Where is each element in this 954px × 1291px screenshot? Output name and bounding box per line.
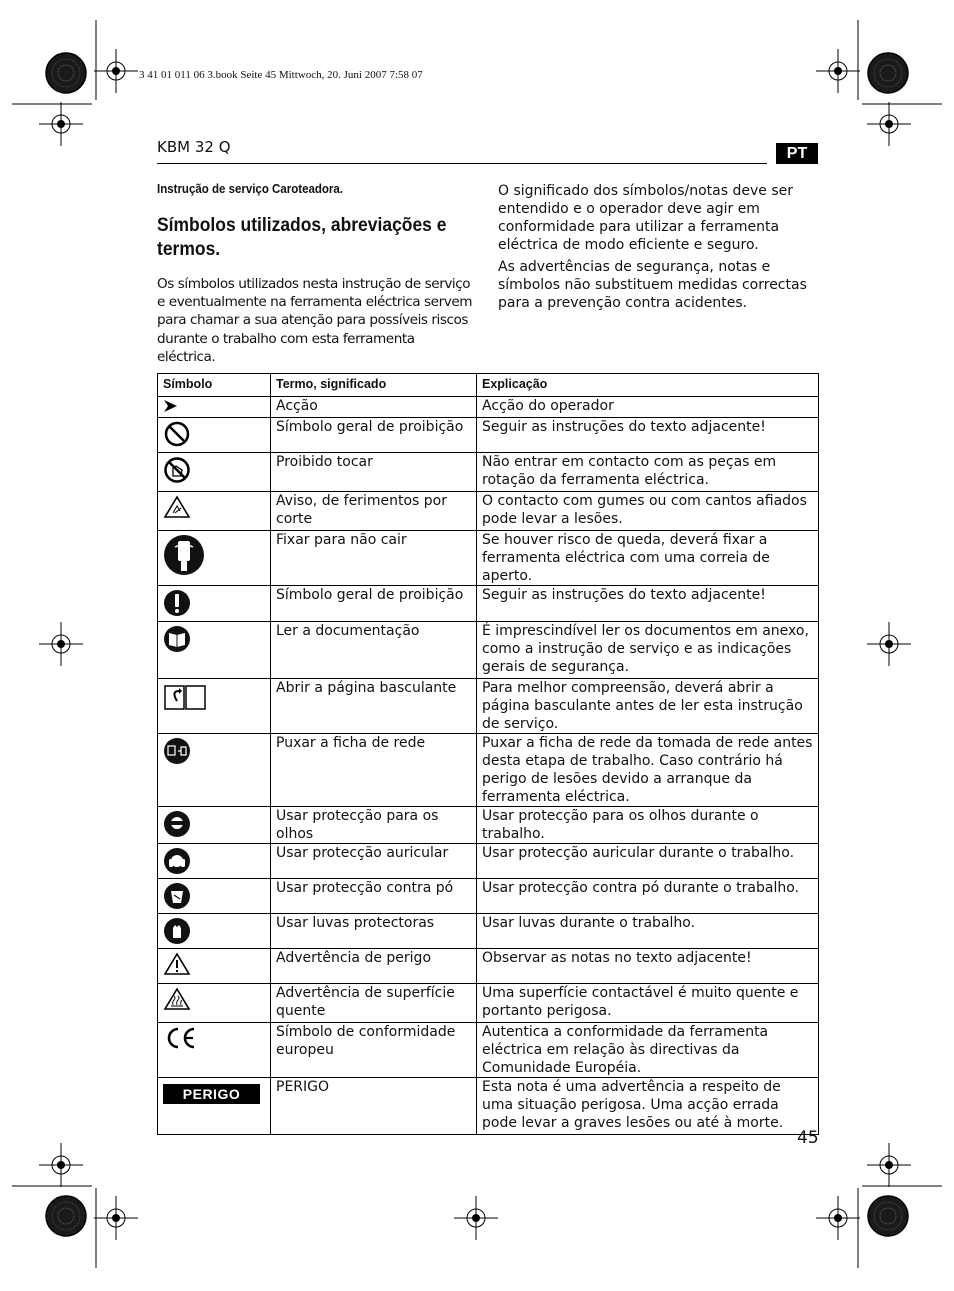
explanation-cell: Autentica a conformidade da ferramenta eléctrica em relação às directivas da Comunidade Européia. [477,1023,819,1078]
explanation-cell: Seguir as instruções do texto adjacente! [477,586,819,622]
term-cell: Fixar para não cair [271,531,477,586]
table-row [158,844,819,879]
exclamation-icon [163,588,191,618]
term-cell: Ler a documentação [271,622,477,679]
dust-mask-icon [163,881,191,911]
explanation-cell: Usar protecção para os olhos durante o trabalho. [477,807,819,844]
explanation-cell: Observar as notas no texto adjacente! [477,949,819,984]
term-cell: Usar protecção auricular [271,844,477,879]
explanation-cell: Acção do operador [477,397,819,418]
table-row [158,679,819,734]
term-cell: Abrir a página basculante [271,679,477,734]
term-cell: Usar protecção contra pó [271,879,477,914]
hot-surface-icon [163,986,191,1012]
section-title: Símbolos utilizados, abreviações e termos. [157,215,447,260]
term-cell: Advertência de superfície quente [271,984,477,1023]
explanation-cell: Uma superfície contactável é muito quente e portanto perigosa. [477,984,819,1023]
term-cell: Advertência de perigo [271,949,477,984]
section-subtitle: Instrução de serviço Caroteadora. [157,182,343,196]
table-row [158,622,819,679]
term-cell: Símbolo geral de proibição [271,418,477,453]
explanation-cell: Se houver risco de queda, deverá fixar a ferramenta eléctrica com uma correia de aperto. [477,531,819,586]
explanation-cell: Esta nota é uma advertência a respeito de uma situação perigosa. Uma acção errada pode levar a graves lesões ou até à morte. [477,1078,819,1135]
danger-warning-icon [163,951,191,977]
table-row [158,418,819,453]
arrow-action-icon [163,399,179,413]
explanation-cell: O contacto com gumes ou com cantos afiados pode levar a lesões. [477,492,819,531]
table-row [158,984,819,1023]
explanation-cell: Para melhor compreensão, deverá abrir a página basculante antes de ler esta instrução de serviço. [477,679,819,734]
explanation-cell: Não entrar em contacto com as peças em rotação da ferramenta eléctrica. [477,453,819,492]
foldout-page-icon [163,681,207,711]
symbols-table [157,373,819,1135]
table-row [158,1078,819,1135]
header-rule [157,163,767,164]
prohibition-icon [163,420,191,448]
term-cell: Aviso, de ferimentos por corte [271,492,477,531]
read-manual-icon [163,624,191,654]
term-cell: Proibido tocar [271,453,477,492]
ear-protection-icon [163,846,191,876]
gloves-icon [163,916,191,946]
table-header-row [158,374,819,397]
page-number: 45 [797,1128,819,1148]
term-cell: Símbolo geral de proibição [271,586,477,622]
term-cell: PERIGO [271,1078,477,1135]
header-explanation: Explicação [477,374,819,397]
perigo-label: PERIGO [163,1084,260,1104]
term-cell: Acção [271,397,477,418]
term-cell: Puxar a ficha de rede [271,734,477,807]
secure-strap-icon [163,533,205,577]
term-cell: Símbolo de conformidade europeu [271,1023,477,1078]
right-column [498,182,818,316]
table-row [158,492,819,531]
table-row [158,914,819,949]
right-paragraph-2: As advertências de segurança, notas e símbolos não substituem medidas correctas para a prevenção contra acidentes. [498,259,807,311]
explanation-cell: Puxar a ficha de rede da tomada de rede antes desta etapa de trabalho. Caso contrário há perigo de lesões devido a arranque da ferramenta eléctrica. [477,734,819,807]
right-paragraph-1: O significado dos símbolos/notas deve ser entendido e o operador deve agir em conformidade para utilizar a ferramenta eléctrica de modo eficiente e seguro. [498,183,793,253]
explanation-cell: É imprescindível ler os documentos em anexo, como a instrução de serviço e as indicações gerais de segurança. [477,622,819,679]
table-row [158,807,819,844]
unplug-icon [163,736,191,766]
explanation-cell: Usar protecção auricular durante o trabalho. [477,844,819,879]
table-row [158,586,819,622]
language-badge: PT [776,143,818,164]
header-symbol: Símbolo [158,374,271,397]
table-row [158,397,819,418]
table-row [158,531,819,586]
table-row [158,1023,819,1078]
explanation-cell: Seguir as instruções do texto adjacente! [477,418,819,453]
explanation-cell: Usar protecção contra pó durante o trabalho. [477,879,819,914]
table-row [158,453,819,492]
intro-paragraph: Os símbolos utilizados nesta instrução de serviço e eventualmente na ferramenta eléctrica servem para chamar a sua atenção para possíveis riscos durante o trabalho com esta ferramenta eléctrica. [157,276,473,365]
term-cell: Usar protecção para os olhos [271,807,477,844]
table-row [158,879,819,914]
table-row [158,949,819,984]
print-meta: 3 41 01 011 06 3.book Seite 45 Mittwoch, 20. Juni 2007 7:58 07 [139,69,423,81]
header-term: Termo, significado [271,374,477,397]
no-touch-icon [163,455,191,485]
model-name: KBM 32 Q [157,138,231,156]
cut-warning-icon [163,494,191,520]
explanation-cell: Usar luvas durante o trabalho. [477,914,819,949]
term-cell: Usar luvas protectoras [271,914,477,949]
table-row [158,734,819,807]
ce-mark-icon [163,1025,197,1051]
eye-protection-icon [163,809,191,839]
